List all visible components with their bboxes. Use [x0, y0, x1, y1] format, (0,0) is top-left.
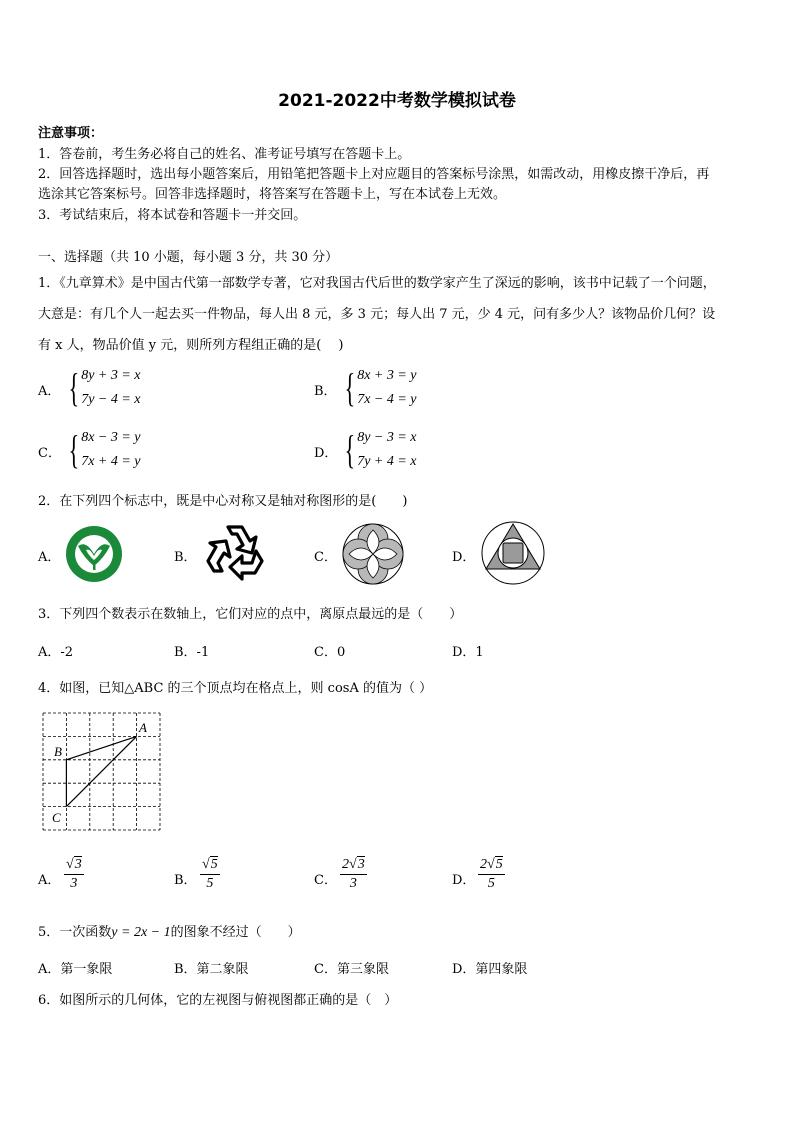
q3-option-b: B．-1	[174, 645, 210, 660]
notice-heading: 注意事项：	[38, 126, 104, 141]
q1-option-d-system	[336, 426, 417, 474]
section-heading: 一、选择题（共 10 小题，每小题 3 分，共 30 分）	[38, 250, 339, 265]
q1-text: 1．《九章算术》是中国古代第一部数学专著，它对我国古代后世的数学家产生了深远的影响，该书中记载了一个问题，	[38, 276, 716, 291]
radicand: 3	[74, 857, 82, 872]
q4-option-c-fraction: $\frac{2√3}{3}$	[342, 857, 365, 891]
recycle-icon	[204, 521, 270, 583]
page-title: 2021-2022中考数学模拟试卷	[278, 91, 516, 111]
denominator: 5	[206, 876, 214, 891]
q1-option-d-label: D．	[314, 446, 338, 461]
q1-text: 大意是：有几个人一起去买一件物品，每人出 8 元，多 3 元；每人出 7 元，少 4 元，问有多少人？该物品价几何？设	[38, 307, 716, 322]
q3-option-a: A．-2	[38, 645, 74, 660]
q3-option-c: C．0	[314, 645, 346, 660]
q4-option-a-fraction: $\frac{√3}{3}$	[66, 857, 82, 891]
equation: 7x − 4 = y	[357, 392, 417, 407]
petal-circle-icon	[341, 522, 405, 586]
q1-option-a-label: A．	[38, 384, 61, 399]
triangle-square-circle-icon	[480, 520, 546, 586]
equation: 8y + 3 = x	[81, 368, 141, 383]
q5-option-d: D．第四象限	[452, 962, 528, 977]
equation: 7y − 4 = x	[81, 392, 141, 407]
q4-option-d-label: D．	[452, 873, 476, 888]
radicand: 5	[210, 857, 218, 872]
q1-option-b-system	[336, 364, 417, 412]
q2-option-c-label: C．	[314, 550, 337, 565]
q6-text: 6．如图所示的几何体，它的左视图与俯视图都正确的是（ ）	[38, 993, 398, 1008]
q1-option-c-system	[60, 426, 141, 474]
denominator: 3	[70, 876, 78, 891]
q3-option-d: D．1	[452, 645, 484, 660]
triangle-grid-figure	[38, 708, 166, 834]
q5-option-c: C．第三象限	[314, 962, 389, 977]
equation: 8x − 3 = y	[81, 430, 141, 445]
denominator: 5	[487, 876, 495, 891]
q5-text-pre: 5．一次函数	[38, 925, 112, 940]
q4-option-c-label: C．	[314, 873, 337, 888]
q2-option-b-label: B．	[174, 550, 197, 565]
q4-option-d-fraction: $\frac{2√5}{5}$	[480, 857, 503, 891]
q5-text-post: 的图象不经过（ ）	[170, 925, 301, 940]
notice-item: 选涂其它答案标号。回答非选择题时，将答案写在答题卡上，写在本试卷上无效。	[38, 187, 507, 202]
denominator: 3	[349, 876, 357, 891]
green-food-logo-icon	[64, 524, 124, 584]
equation: 8x + 3 = y	[357, 368, 417, 383]
notice-item: 1．答卷前，考生务必将自己的姓名、准考证号填写在答题卡上。	[38, 147, 411, 162]
q1-option-b-label: B．	[314, 384, 337, 399]
equation: 7x + 4 = y	[81, 454, 141, 469]
q5-option-b: B．第二象限	[174, 962, 249, 977]
q4-option-a-label: A．	[38, 873, 61, 888]
q4-option-b-fraction: $\frac{√5}{5}$	[202, 857, 218, 891]
brace-symbol: {	[68, 365, 80, 410]
q1-option-a-system	[60, 364, 141, 412]
coefficient: 2	[342, 857, 349, 872]
q1-text: 有 x 人，物品价值 y 元，则所列方程组正确的是( )	[38, 338, 344, 353]
q1-option-c-label: C．	[38, 446, 61, 461]
brace-symbol: {	[344, 427, 356, 472]
notice-item: 2．回答选择题时，选出每小题答案后，用铅笔把答题卡上对应题目的答案标号涂黑，如需改动，用橡皮擦干净后，再	[38, 167, 710, 182]
equation: 8y − 3 = x	[357, 430, 417, 445]
coefficient: 2	[480, 857, 487, 872]
radicand: 5	[495, 857, 503, 872]
q3-text: 3．下列四个数表示在数轴上，它们对应的点中，离原点最远的是（ ）	[38, 607, 463, 622]
q4-option-b-label: B．	[174, 873, 197, 888]
radicand: 3	[357, 857, 365, 872]
q5-function: y = 2x − 1	[111, 925, 171, 940]
q2-text: 2．在下列四个标志中，既是中心对称又是轴对称图形的是( )	[38, 494, 408, 509]
q2-option-d-label: D．	[452, 550, 476, 565]
brace-symbol: {	[344, 365, 356, 410]
brace-symbol: {	[68, 427, 80, 472]
q2-option-a-label: A．	[38, 550, 61, 565]
point-label-b: B	[54, 744, 62, 759]
point-label-a: A	[139, 720, 147, 735]
q4-text: 4．如图，已知△ABC 的三个顶点均在格点上，则 cosA 的值为（ ）	[38, 681, 433, 696]
notice-item: 3．考试结束后，将本试卷和答题卡一并交回。	[38, 208, 307, 223]
point-label-c: C	[52, 810, 61, 825]
q5-option-a: A．第一象限	[38, 962, 113, 977]
equation: 7y + 4 = x	[357, 454, 417, 469]
q5-text	[38, 921, 301, 941]
